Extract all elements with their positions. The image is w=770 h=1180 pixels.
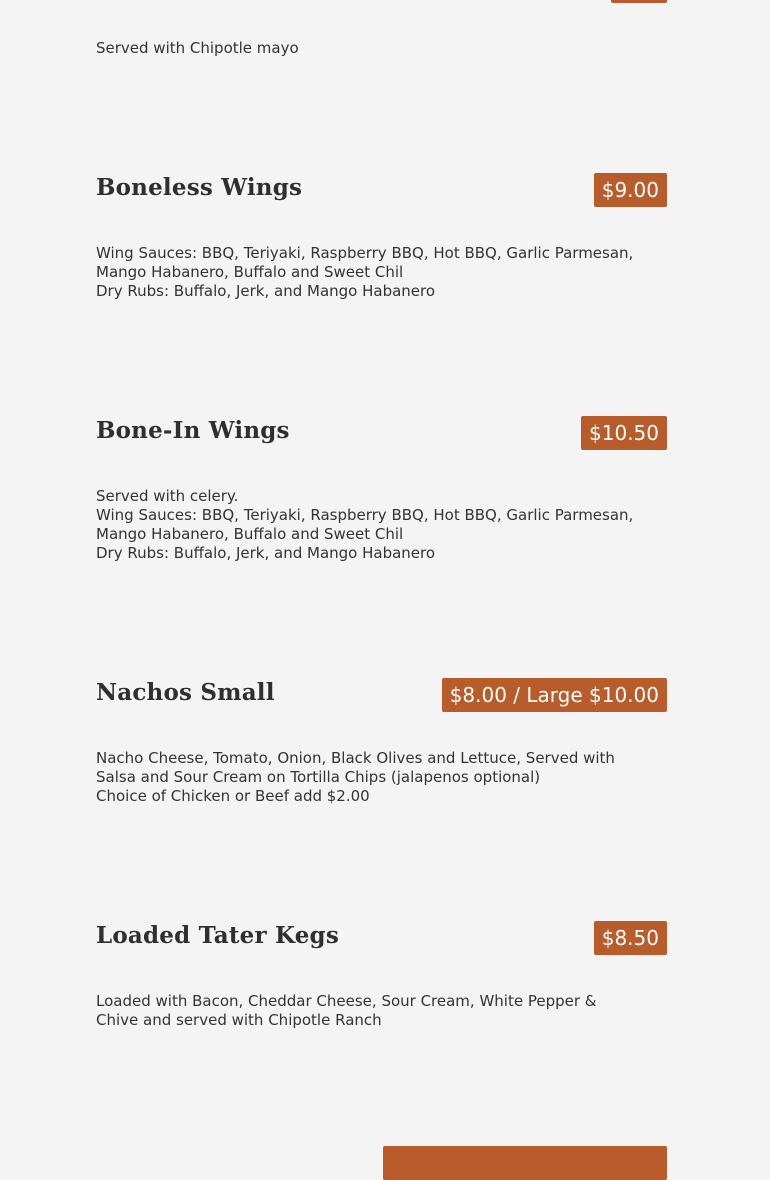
price-badge: $9.00 — [594, 173, 667, 207]
price-badge: $10.50 — [581, 416, 667, 450]
description-line: Mango Habanero, Buffalo and Sweet Chil — [96, 263, 404, 281]
description-line: Choice of Chicken or Beef add $2.00 — [96, 787, 370, 805]
description-line: Dry Rubs: Buffalo, Jerk, and Mango Habanero — [96, 282, 436, 300]
item-description — [96, 487, 667, 563]
description-line: Dry Rubs: Buffalo, Jerk, and Mango Habanero — [96, 544, 436, 562]
description-line: Loaded with Bacon, Cheddar Cheese, Sour Cream, White Pepper & — [96, 992, 597, 1010]
item-description — [96, 749, 667, 806]
description-line: Chive and served with Chipotle Ranch — [96, 1011, 382, 1029]
price-badge: $8.50 — [594, 921, 667, 955]
item-name: Nachos Small — [96, 679, 275, 706]
description-line: Wing Sauces: BBQ, Teriyaki, Raspberry BBQ, Hot BBQ, Garlic Parmesan, — [96, 244, 634, 262]
item-description — [96, 992, 667, 1030]
item-description — [96, 244, 667, 301]
description-line: Mango Habanero, Buffalo and Sweet Chil — [96, 525, 404, 543]
item-description — [96, 39, 667, 58]
description-line: Salsa and Sour Cream on Tortilla Chips (jalapenos optional) — [96, 768, 541, 786]
description-line: Wing Sauces: BBQ, Teriyaki, Raspberry BBQ, Hot BBQ, Garlic Parmesan, — [96, 506, 634, 524]
description-line: Nacho Cheese, Tomato, Onion, Black Olives and Lettuce, Served with — [96, 749, 615, 767]
description-line: Served with Chipotle mayo — [96, 39, 299, 57]
description-line: Served with celery. — [96, 487, 239, 505]
item-name: Bone-In Wings — [96, 417, 290, 444]
item-name: Boneless Wings — [96, 174, 303, 201]
price-badge — [611, 0, 667, 3]
price-badge — [383, 1146, 667, 1180]
price-badge: $8.00 / Large $10.00 — [442, 678, 667, 712]
item-name: Loaded Tater Kegs — [96, 922, 339, 949]
